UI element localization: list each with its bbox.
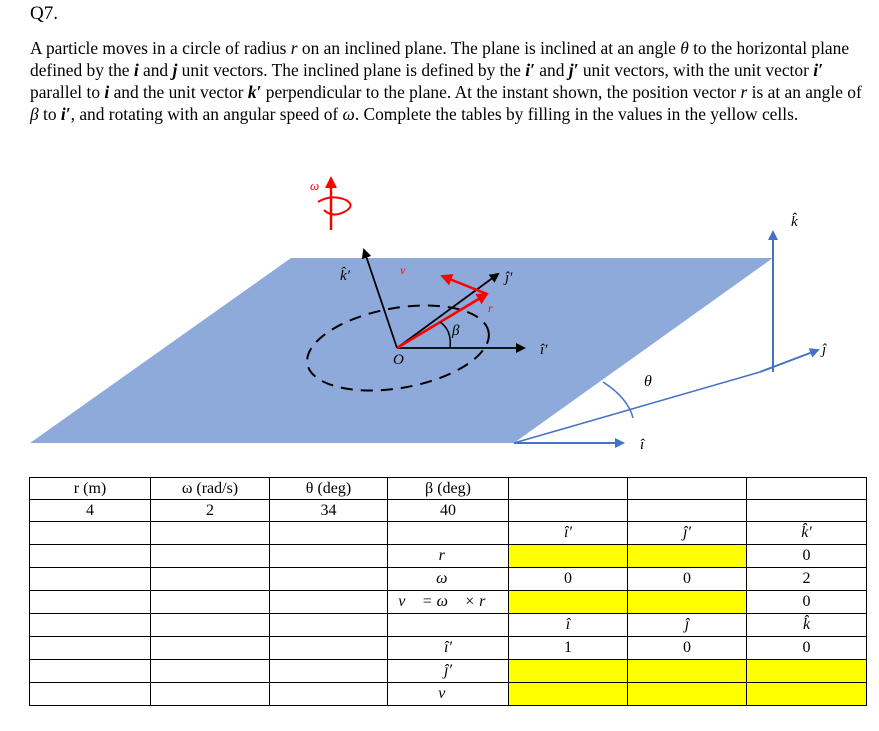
table-cell [151, 637, 270, 660]
table-cell [270, 683, 388, 706]
table-header-row [30, 478, 867, 500]
table-cell: ĵ′ [628, 522, 747, 545]
header-cell: β (deg) [388, 478, 509, 500]
table-cell: î′ [388, 637, 509, 660]
beta-label: β [452, 323, 460, 339]
table-row [30, 637, 867, 660]
value-cell [628, 500, 747, 522]
omega-label: ω [310, 178, 320, 193]
table-row [30, 545, 867, 568]
table-cell [270, 660, 388, 683]
table-cell [151, 614, 270, 637]
j-label: ĵ [822, 342, 827, 358]
answer-cell[interactable] [509, 660, 628, 683]
table-cell [151, 591, 270, 614]
table-cell: ĵ [628, 614, 747, 637]
table-cell: r⃗ [388, 545, 509, 568]
table-cell: k̂′ [747, 522, 867, 545]
table-cell [30, 545, 151, 568]
table-cell [270, 614, 388, 637]
header-cell: ω (rad/s) [151, 478, 270, 500]
answer-cell[interactable] [747, 683, 867, 706]
table-cell [151, 568, 270, 591]
table-cell [30, 522, 151, 545]
table-cell [270, 591, 388, 614]
table-cell [151, 660, 270, 683]
answer-cell[interactable] [509, 683, 628, 706]
table-cell [270, 637, 388, 660]
answer-cell[interactable] [628, 660, 747, 683]
table-cell [30, 660, 151, 683]
omega-rotation-icon [318, 178, 351, 230]
table-cell [151, 522, 270, 545]
iprime-label: î′ [540, 342, 548, 358]
value-cell: 2 [151, 500, 270, 522]
j-axis-arrow [760, 350, 818, 372]
table-cell: 2 [747, 568, 867, 591]
header-cell: θ (deg) [270, 478, 388, 500]
value-cell [747, 500, 867, 522]
table-row [30, 568, 867, 591]
answer-cell[interactable] [628, 545, 747, 568]
table-cell: 1 [509, 637, 628, 660]
k-label: k̂ [791, 214, 798, 230]
theta-label: θ [644, 373, 652, 390]
answer-cell[interactable] [628, 591, 747, 614]
table-cell [151, 545, 270, 568]
answer-cell[interactable] [509, 545, 628, 568]
i-label: î [640, 437, 645, 453]
table-cell [30, 568, 151, 591]
answer-cell[interactable] [628, 683, 747, 706]
answer-cell[interactable] [747, 660, 867, 683]
table-row [30, 522, 867, 545]
value-cell: 40 [388, 500, 509, 522]
table-cell: k̂ [747, 614, 867, 637]
r-label: r [488, 301, 493, 315]
table-cell: v⃗ [388, 683, 509, 706]
kprime-label: k̂′ [340, 268, 350, 284]
table-cell: v⃗ = ω⃗ × r⃗ [388, 591, 509, 614]
value-cell [509, 500, 628, 522]
table-cell [388, 614, 509, 637]
problem-statement: A particle moves in a circle of radius r on an inclined plane. The plane is inclined at an angle θ to the horizontal plane defined by the i and j unit vectors. The inclined plane is defined by the i′ and j′ unit vectors, with the unit vector i′ parallel to i and the unit vector k′ perpendicular to the plane. At the instant shown, the position vector r is at an angle of β to i′, and rotating with an angular speed of ω. Complete the tables by filling in the values in the yellow cells. [30, 38, 862, 124]
table-cell: 0 [747, 545, 867, 568]
table-cell: î [509, 614, 628, 637]
table-values-row [30, 500, 867, 522]
table-cell [30, 683, 151, 706]
table-cell [30, 614, 151, 637]
value-cell: 4 [30, 500, 151, 522]
table-row [30, 660, 867, 683]
header-cell [509, 478, 628, 500]
table-row [30, 614, 867, 637]
table-cell: ω⃗ [388, 568, 509, 591]
header-cell [628, 478, 747, 500]
table-cell: 0 [628, 637, 747, 660]
value-cell: 34 [270, 500, 388, 522]
v-label: v [400, 263, 406, 277]
origin-label: O [393, 352, 404, 368]
jprime-label: ĵ′ [505, 270, 513, 286]
answer-cell[interactable] [509, 591, 628, 614]
table-cell [270, 522, 388, 545]
table-cell: ĵ′ [388, 660, 509, 683]
table-cell: 0 [747, 637, 867, 660]
table-cell: î′ [509, 522, 628, 545]
vector-table [29, 477, 867, 706]
table-cell: 0 [628, 568, 747, 591]
table-cell: 0 [747, 591, 867, 614]
table-cell [270, 568, 388, 591]
table-cell [388, 522, 509, 545]
question-number: Q7. [30, 3, 58, 24]
inclined-plane-diagram [0, 170, 879, 460]
header-cell [747, 478, 867, 500]
table-row [30, 591, 867, 614]
table-cell [270, 545, 388, 568]
table-row [30, 683, 867, 706]
table-cell: 0 [509, 568, 628, 591]
table-cell [30, 591, 151, 614]
table-cell [30, 637, 151, 660]
table-cell [151, 683, 270, 706]
header-cell: r (m) [30, 478, 151, 500]
